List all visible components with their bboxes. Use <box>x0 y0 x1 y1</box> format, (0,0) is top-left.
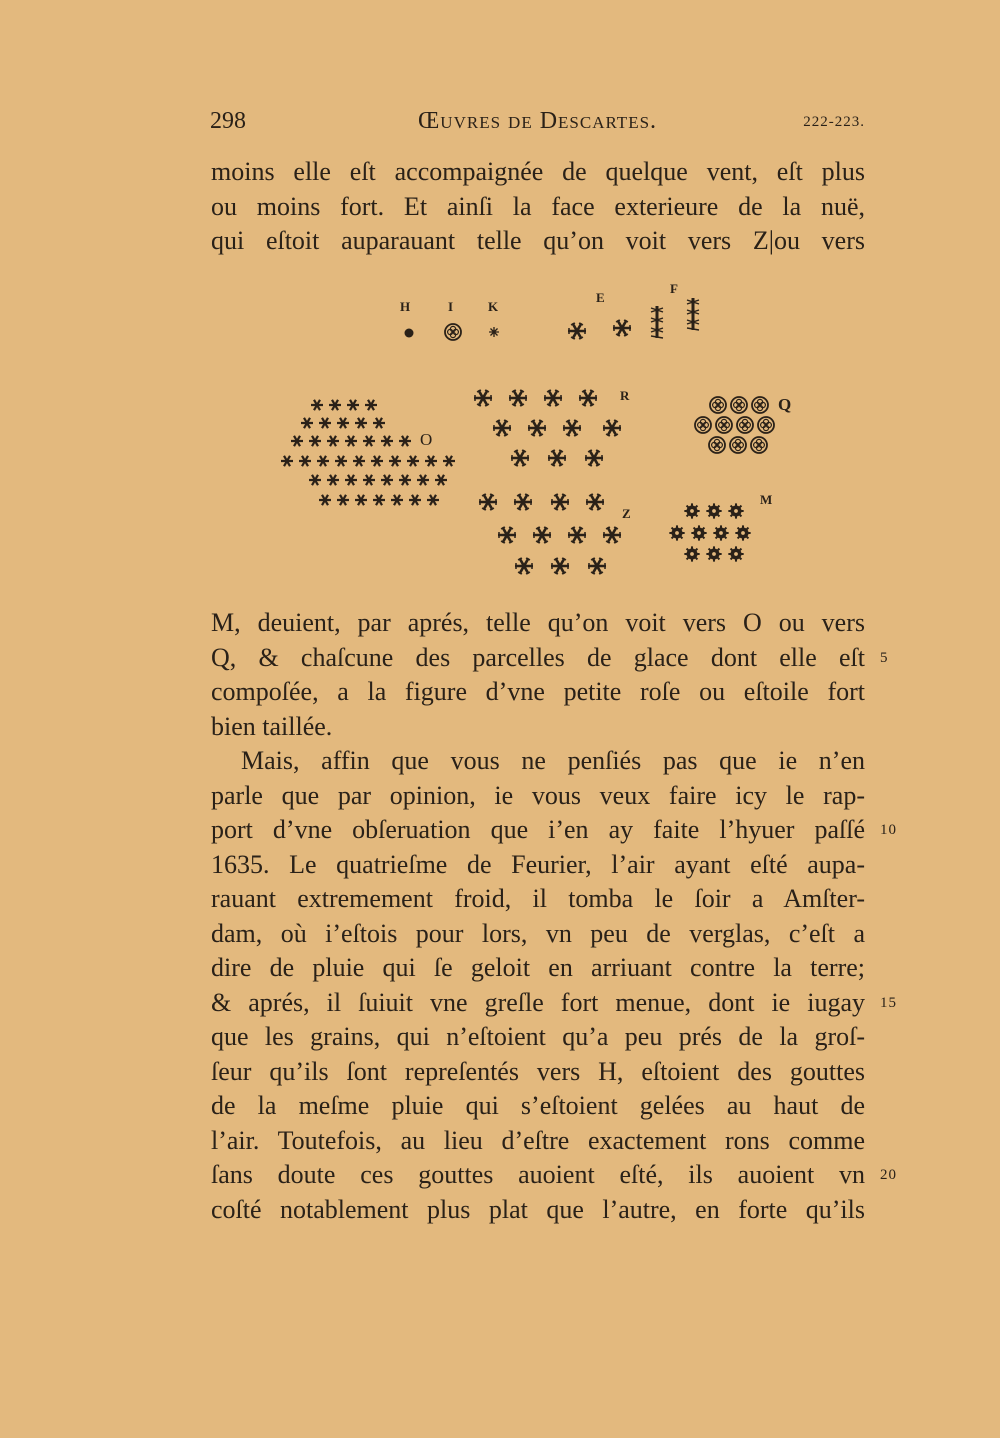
text-line: parle que par opinion, ie vous veux faire icy le rap- <box>211 780 865 810</box>
column-f2 <box>687 298 699 330</box>
figure-label-f: F <box>670 281 678 296</box>
text-line: qui eſtoit auparauant telle qu’on voit vers Z|ou vers <box>211 226 865 255</box>
line-number: 15 <box>880 995 897 1011</box>
running-header <box>210 108 865 142</box>
figure-label-i: I <box>448 299 454 314</box>
snowflake-group-r <box>474 390 621 466</box>
text-line: Q, & chaſcune des parcelles de glace dont elle eſt <box>211 642 865 672</box>
snowflake-group-m <box>669 503 750 561</box>
text-line: de la meſme pluie qui s’eſtoient gelées au haut de <box>211 1091 865 1120</box>
figure-label-o: O <box>420 430 433 449</box>
figure-label-m: M <box>760 492 773 507</box>
page-number: 298 <box>210 108 246 134</box>
text-block-top <box>211 155 865 259</box>
snowflake-group-q <box>695 397 774 453</box>
figure-label-z: Z <box>622 506 631 521</box>
column-f1 <box>651 306 663 338</box>
text-line: compoſée, a la figure d’vne petite roſe ou eſtoile fort <box>211 677 865 706</box>
text-line: ſans doute ces gouttes auoient eſté, ils auoient vn <box>211 1160 865 1189</box>
hail-grain-h <box>405 329 414 338</box>
star-e2 <box>613 320 631 336</box>
star-e1 <box>568 323 586 339</box>
figure-label-r: R <box>620 388 630 403</box>
page-reference: 222-223. <box>803 114 865 130</box>
line-number: 5 <box>880 650 889 666</box>
text-block-body <box>211 606 865 1227</box>
star-k <box>489 327 499 337</box>
text-line: dire de pluie qui ſe geloit en arriuant contre la terre; <box>211 953 865 982</box>
text-line: rauant extremement froid, il tomba le ſoir a Amſter- <box>211 884 865 913</box>
text-line: moins elle eſt accompaignée de quelque vent, eſt plus <box>211 157 865 186</box>
snowflake-group-z <box>479 494 621 574</box>
text-line: & aprés, il ſuiuit vne greſle fort menue, dont ie iugay <box>211 987 865 1017</box>
text-line: dam, où i’eſtois pour lors, vn peu de verglas, c’eſt a <box>211 918 865 948</box>
figure-label-q: Q <box>778 395 792 414</box>
text-line: Mais, affin que vous ne penſiés pas que ie n’en <box>241 746 865 775</box>
rose-i <box>445 324 461 340</box>
text-line: l’air. Toutefois, au lieu d’eſtre exactement rons comme <box>211 1125 865 1155</box>
figure-label-h: H <box>400 299 411 314</box>
snowflake-group-o <box>281 400 455 505</box>
snowflake-figure <box>270 278 830 588</box>
text-line: coſté notablement plus plat que l’autre, en forte qu’ils <box>211 1194 865 1224</box>
text-line: bien taillée. <box>211 711 333 741</box>
text-line: port d’vne obſeruation que i’en ay faite l’hyuer paſſé <box>211 815 865 844</box>
figure-label-k: K <box>488 299 499 314</box>
figure-label-e: E <box>596 290 605 305</box>
line-number: 20 <box>880 1167 897 1183</box>
text-line: 1635. Le quatrieſme de Feurier, l’air ayant eſté aupa- <box>211 849 865 879</box>
text-line: ou moins fort. Et ainſi la face exterieure de la nuë, <box>211 191 865 221</box>
text-line: que les grains, qui n’eſtoient qu’a peu prés de la groſ- <box>211 1022 865 1051</box>
line-number: 10 <box>880 822 897 838</box>
text-line: M, deuient, par aprés, telle qu’on voit vers O ou vers <box>211 608 865 637</box>
running-title: Œuvres de Descartes. <box>417 108 658 134</box>
text-line: ſeur qu’ils ſont repreſentés vers H, eſtoient des gouttes <box>211 1056 865 1086</box>
